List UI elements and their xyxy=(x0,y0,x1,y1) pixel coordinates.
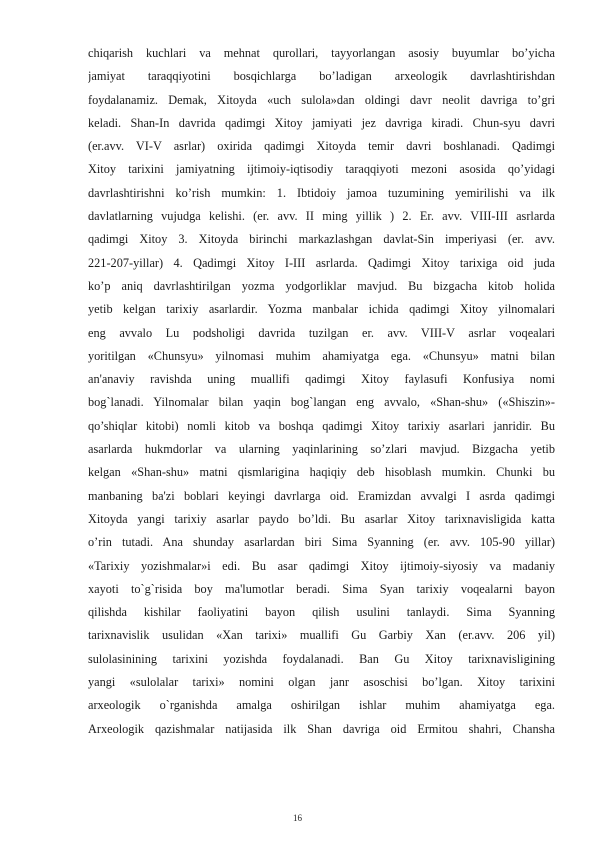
text-line: an'anaviy ravishda uning muallifi qadimgi Xitoy faylasufi Konfusiya nomi xyxy=(88,372,555,387)
text-line: Xitoy tarixini jamiyatning ijtimoiy-iqtisodiy taraqqiyoti mezoni asosida qo’yidagi xyxy=(88,162,555,177)
text-line: yetib kelgan tarixiy asarlardir. Yozma manbalar ichida qadimgi Xitoy yilnomalari xyxy=(88,302,555,317)
text-line: o’rin tutadi. Ana shunday asarlardan biri Sima Syanning (er. avv. 105-90 yillar) xyxy=(88,535,555,550)
text-line: yangi «sulolalar tarixi» nomini olgan janr asoschisi bo’lgan. Xitoy tarixini xyxy=(88,675,555,690)
text-line: tarixnavislik usulidan «Xan tarixi» muallifi Gu Garbiy Xan (er.avv. 206 yil) xyxy=(88,628,555,643)
text-line: Xitoyda yangi tarixiy asarlar paydo bo’ldi. Bu asarlar Xitoy tarixnavisligida katta xyxy=(88,511,555,526)
page-number: 16 xyxy=(293,813,302,823)
text-line: (er.avv. VI-V asrlar) oxirida qadimgi Xitoyda temir davri boshlanadi. Qadimgi xyxy=(88,139,555,154)
text-line: arxeologik o`rganishda amalga oshirilgan ishlar muhim ahamiyatga ega. xyxy=(88,698,555,713)
text-line: foydalanamiz. Demak, Xitoyda «uch sulola»dan oldingi davr neolit davriga to’gri xyxy=(88,92,555,107)
text-line: qadimgi Xitoy 3. Xitoyda birinchi markazlashgan davlat-Sin imperiyasi (er. avv. xyxy=(88,232,555,247)
text-line: xayoti to`g`risida boy ma'lumotlar beradi. Sima Syan tarixiy voqealarni bayon xyxy=(88,581,555,596)
text-line: eng avvalo Lu podsholigi davrida tuzilgan er. avv. VIII-V asrlar voqealari xyxy=(88,325,555,340)
text-line: «Tarixiy yozishmalar»i edi. Bu asar qadimgi Xitoy ijtimoiy-siyosiy va madaniy xyxy=(88,558,555,573)
text-line: manbaning ba'zi boblari keyingi davrlarga oid. Eramizdan avvalgi I asrda qadimgi xyxy=(88,488,555,503)
text-line: asarlarda hukmdorlar va ularning yaqinlarining so’zlari mavjud. Bizgacha yetib xyxy=(88,442,555,457)
text-line: Arxeologik qazishmalar natijasida ilk Shan davriga oid Ermitou shahri, Chansha xyxy=(88,721,555,736)
text-line: 221-207-yillar) 4. Qadimgi Xitoy I-III asrlarda. Qadimgi Xitoy tarixiga oid juda xyxy=(88,255,555,270)
body-text xyxy=(88,42,555,741)
text-line: davlatlarning vujudga kelishi. (er. avv. II ming yillik ) 2. Er. avv. VIII-III asrlarda xyxy=(88,209,555,224)
text-line: yoritilgan «Chunsyu» yilnomasi muhim ahamiyatga ega. «Chunsyu» matni bilan xyxy=(88,348,555,363)
text-line: qo’shiqlar kitobi) nomli kitob va boshqa qadimgi Xitoy tarixiy asarlari janridir. Bu xyxy=(88,418,555,433)
text-line: jamiyat taraqqiyotini bosqichlarga bo’ladigan arxeologik davrlashtirishdan xyxy=(88,69,555,84)
text-line: chiqarish kuchlari va mehnat qurollari, tayyorlangan asosiy buyumlar bo’yicha xyxy=(88,46,555,60)
text-line: kelgan «Shan-shu» matni qismlarigina haqiqiy deb hisoblash mumkin. Chunki bu xyxy=(88,465,555,480)
text-line: davrlashtirishni ko’rish mumkin: 1. Ibtidoiy jamoa tuzumining yemirilishi va ilk xyxy=(88,185,555,200)
text-line: ko’p aniq davrlashtirilgan yozma yodgorliklar mavjud. Bu bizgacha kitob holida xyxy=(88,278,555,293)
text-line: sulolasinining tarixini yozishda foydalanadi. Ban Gu Xitoy tarixnavisligining xyxy=(88,651,555,666)
text-line: qilishda kishilar faoliyatini bayon qilish usulini tanlaydi. Sima Syanning xyxy=(88,605,555,620)
text-line: keladi. Shan-In davrida qadimgi Xitoy jamiyati jez davriga kiradi. Chun-syu davri xyxy=(88,115,555,130)
text-line: bog`lanadi. Yilnomalar bilan yaqin bog`langan eng avvalo, «Shan-shu» («Shiszin»- xyxy=(88,395,555,410)
